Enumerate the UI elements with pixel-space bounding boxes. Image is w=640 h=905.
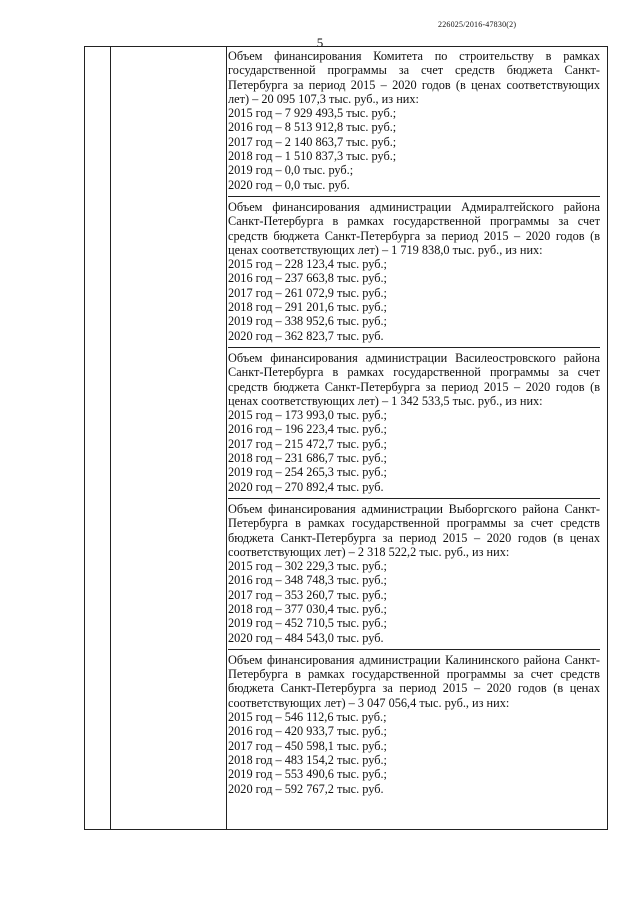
year-line: 2015 год – 302 229,3 тыс. руб.; — [228, 559, 387, 574]
year-line: 2015 год – 228 123,4 тыс. руб.; — [228, 257, 387, 272]
year-line: 2020 год – 592 767,2 тыс. руб. — [228, 781, 384, 796]
financing-section-admiralteysky — [228, 196, 600, 347]
financing-section-construction-committee — [228, 46, 600, 196]
year-line: 2019 год – 338 952,6 тыс. руб.; — [228, 314, 387, 329]
year-line: 2020 год – 0,0 тыс. руб. — [228, 177, 350, 192]
year-line: 2019 год – 452 710,5 тыс. руб.; — [228, 616, 387, 631]
year-line: 2020 год – 484 543,0 тыс. руб. — [228, 630, 384, 645]
page-number: 5 — [316, 35, 324, 50]
year-line: 2018 год – 231 686,7 тыс. руб.; — [228, 451, 387, 466]
column-divider — [226, 47, 227, 829]
year-line: 2017 год – 353 260,7 тыс. руб.; — [228, 587, 387, 602]
financing-section-vyborgsky — [228, 498, 600, 649]
year-line: 2018 год – 377 030,4 тыс. руб.; — [228, 601, 387, 616]
year-line: 2020 год – 362 823,7 тыс. руб. — [228, 328, 384, 343]
year-line: 2018 год – 1 510 837,3 тыс. руб.; — [228, 149, 397, 164]
year-line: 2019 год – 254 265,3 тыс. руб.; — [228, 465, 387, 480]
column-divider — [110, 47, 111, 829]
financing-column — [228, 46, 600, 800]
year-line: 2020 год – 270 892,4 тыс. руб. — [228, 479, 384, 494]
section-intro: Объем финансирования администрации Василеостровского района Санкт-Петербурга в рамках государственной программы за счет средств бюджета Санкт-Петербурга за период 2015 – 2020 годов (в ценах соответствующих лет) – 1 342 533,5 тыс. руб., из них: — [228, 350, 600, 408]
year-line: 2015 год – 546 112,6 тыс. руб.; — [228, 710, 387, 725]
section-intro: Объем финансирования администрации Выборгского района Санкт-Петербурга в рамках государственной программы за счет средств бюджета Санкт-Петербурга за период 2015 – 2020 годов (в ценах соответствующих лет) – 2 318 522,2 тыс. руб., из них: — [228, 501, 600, 559]
year-line: 2017 год – 215 472,7 тыс. руб.; — [228, 436, 387, 451]
financing-section-vasileostrovsky — [228, 347, 600, 498]
year-line: 2015 год – 173 993,0 тыс. руб.; — [228, 408, 387, 423]
year-line: 2017 год – 2 140 863,7 тыс. руб.; — [228, 134, 397, 149]
document-id: 226025/2016-47830(2) — [438, 20, 517, 29]
year-line: 2015 год – 7 929 493,5 тыс. руб.; — [228, 106, 397, 121]
year-line: 2018 год – 291 201,6 тыс. руб.; — [228, 300, 387, 315]
financing-section-kalininsky — [228, 649, 600, 800]
year-line: 2017 год – 261 072,9 тыс. руб.; — [228, 285, 387, 300]
year-line: 2016 год – 196 223,4 тыс. руб.; — [228, 422, 387, 437]
year-line: 2019 год – 0,0 тыс. руб.; — [228, 163, 354, 178]
section-intro: Объем финансирования Комитета по строительству в рамках государственной программы за счет средств бюджета Санкт-Петербурга за период 2015 – 2020 годов (в ценах соответствующих лет) – 20 095 107,3 тыс. руб., из них: — [228, 49, 600, 106]
year-line: 2016 год – 8 513 912,8 тыс. руб.; — [228, 120, 397, 135]
year-line: 2018 год – 483 154,2 тыс. руб.; — [228, 752, 387, 767]
year-line: 2016 год – 420 933,7 тыс. руб.; — [228, 724, 387, 739]
year-line: 2019 год – 553 490,6 тыс. руб.; — [228, 767, 387, 782]
year-line: 2016 год – 348 748,3 тыс. руб.; — [228, 573, 387, 588]
year-line: 2017 год – 450 598,1 тыс. руб.; — [228, 738, 387, 753]
section-intro: Объем финансирования администрации Адмиралтейского района Санкт-Петербурга в рамках государственной программы за счет средств бюджета Санкт-Петербурга за период 2015 – 2020 годов (в ценах соответствующих лет) – 1 719 838,0 тыс. руб., из них: — [228, 199, 600, 257]
section-intro: Объем финансирования администрации Калининского района Санкт-Петербурга в рамках государственной программы за счет средств бюджета Санкт-Петербурга за период 2015 – 2020 годов (в ценах соответствующих лет) – 3 047 056,4 тыс. руб., из них: — [228, 652, 600, 710]
year-line: 2016 год – 237 663,8 тыс. руб.; — [228, 271, 387, 286]
